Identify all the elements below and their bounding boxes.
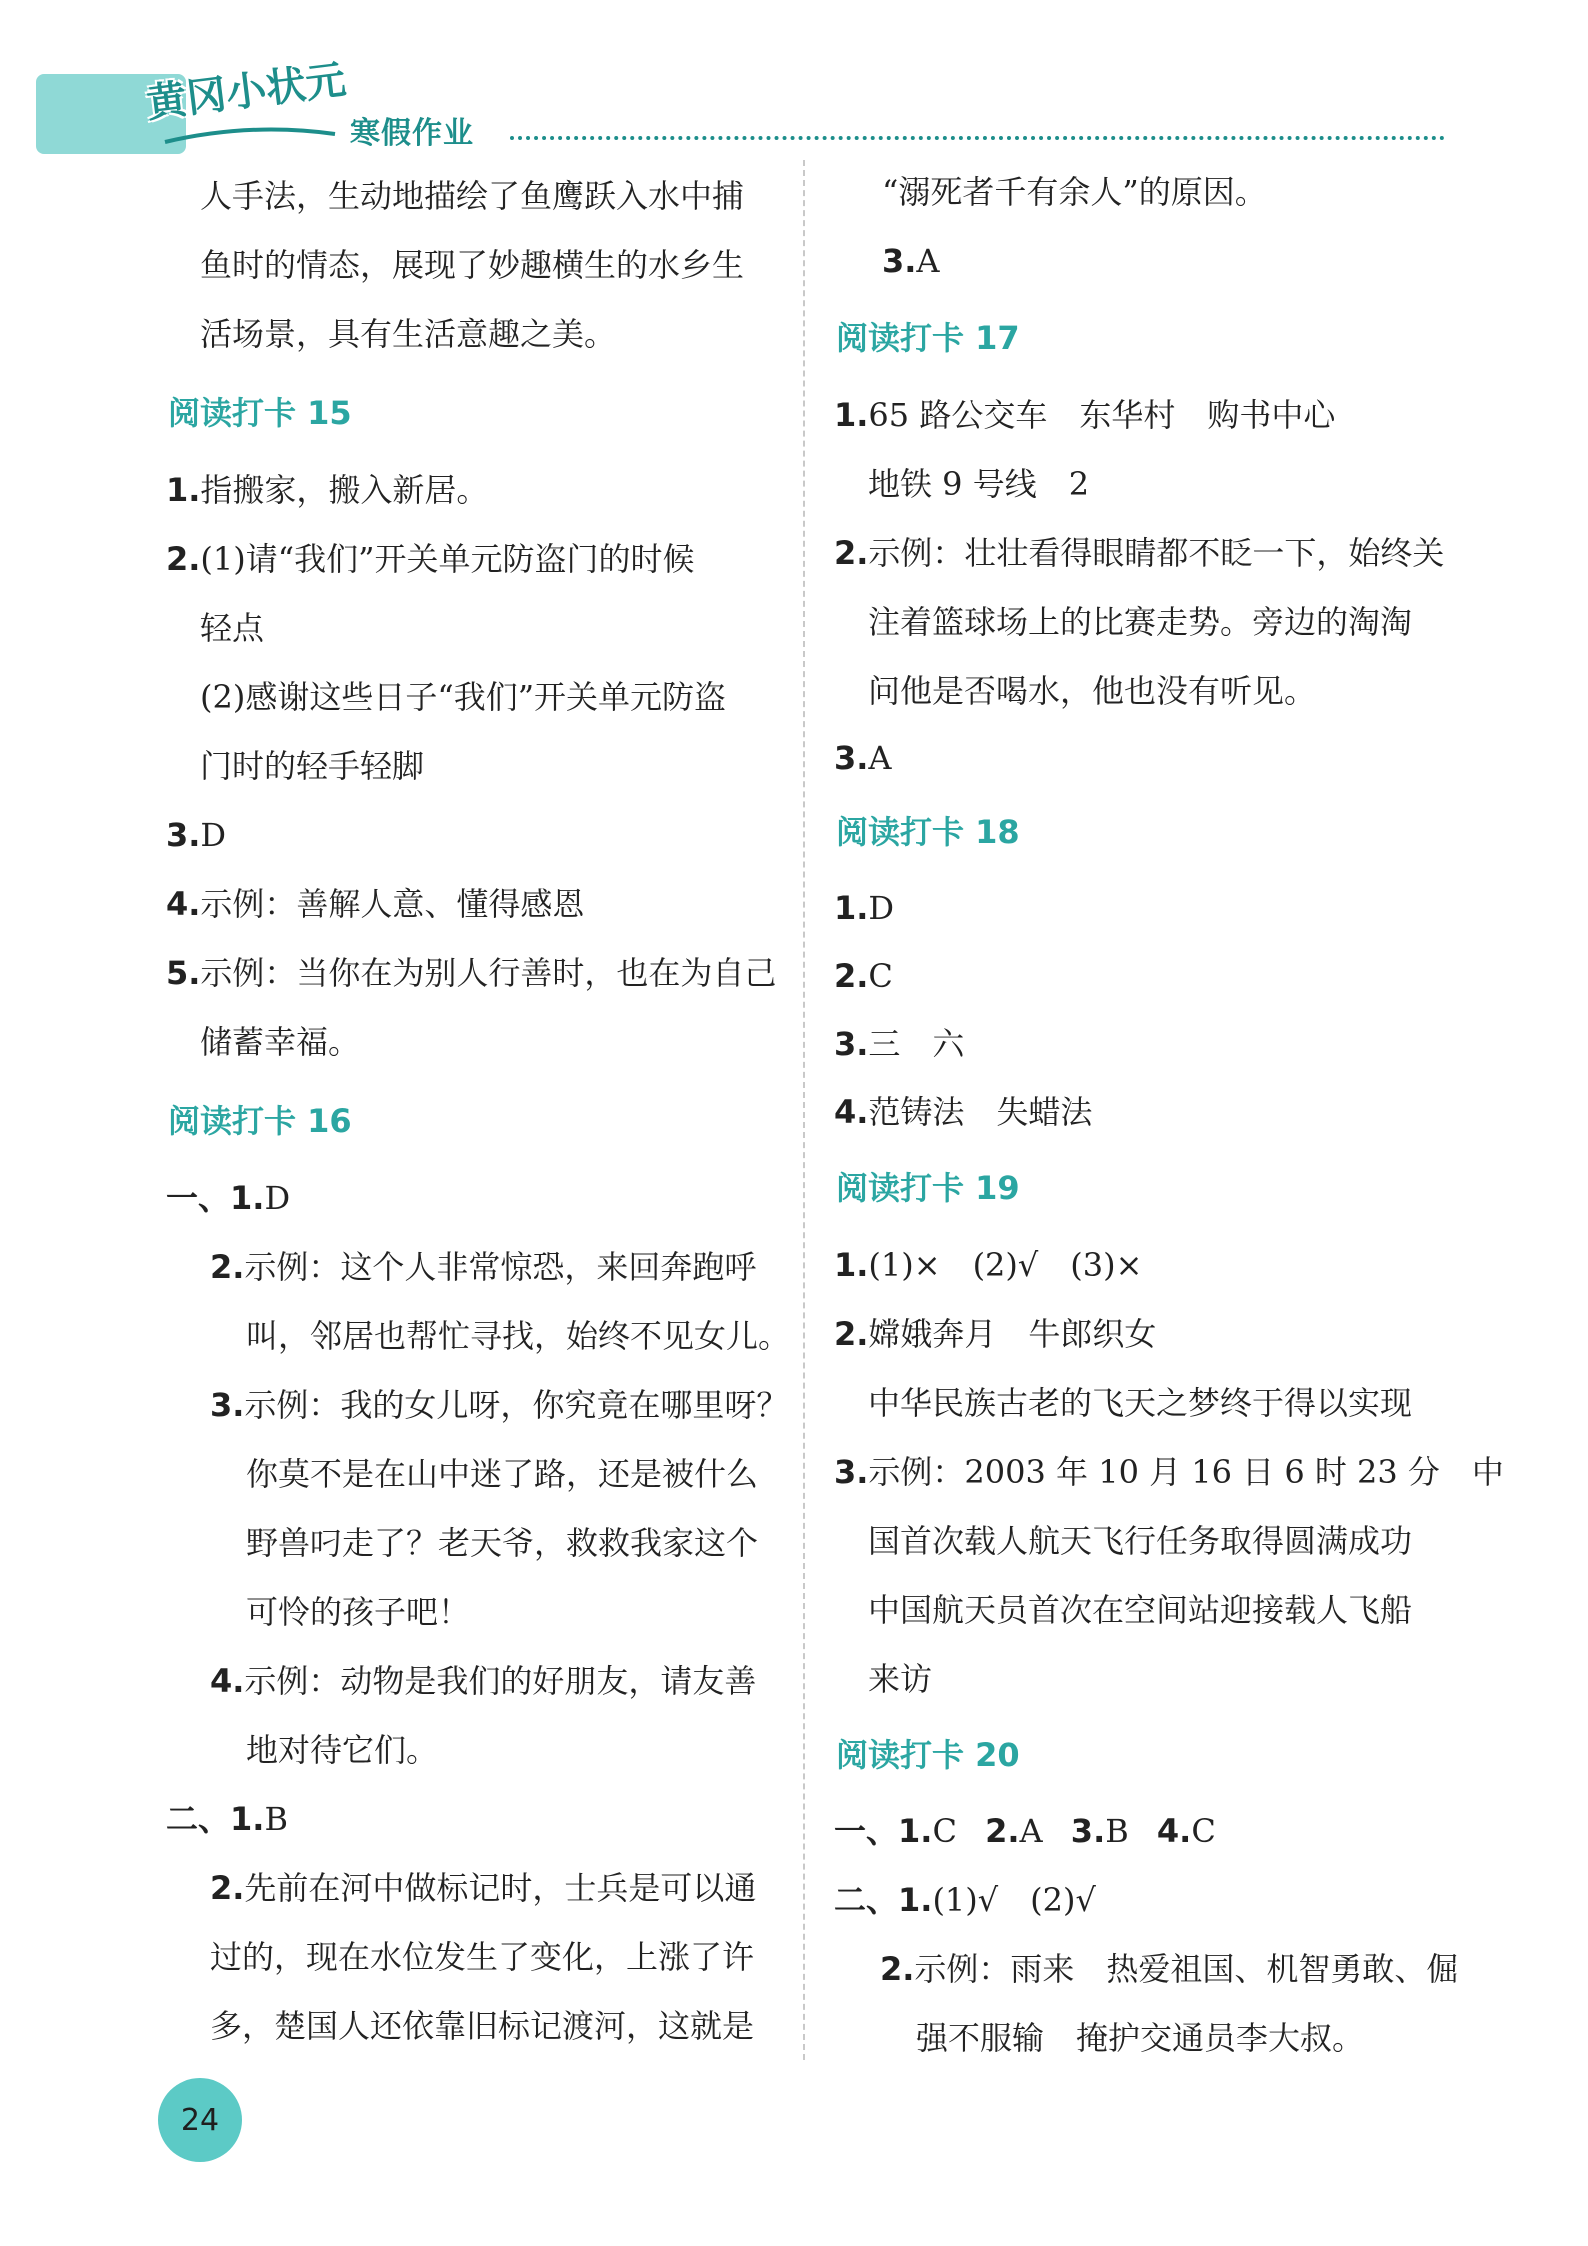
item-text: 叫，邻居也帮忙寻找，始终不见女儿。 [246, 1317, 791, 1355]
item-text: 地对待它们。 [246, 1731, 439, 1769]
item-text: 来访 [868, 1660, 933, 1698]
item-text: 储蓄幸福。 [200, 1023, 361, 1061]
item-number: 3. [834, 1453, 869, 1491]
item-text: 强不服输 掩护交通员李大叔。 [916, 2019, 1365, 2057]
item-number: 2. [166, 540, 201, 578]
item-number: 3. [882, 242, 917, 280]
answer-item [834, 533, 1444, 573]
item-text: C [868, 957, 893, 995]
item-text: 中华民族古老的飞天之梦终于得以实现 [868, 1384, 1413, 1422]
answer-item [166, 884, 584, 924]
item-text: B [1105, 1812, 1129, 1850]
item-number: 1. [898, 1881, 933, 1919]
answer-item [210, 1385, 788, 1425]
item-number: 4. [834, 1093, 869, 1131]
item-number: 1. [834, 889, 869, 927]
item-number: 2. [834, 534, 869, 572]
item-text: 注着篮球场上的比赛走势。旁边的淘淘 [868, 603, 1413, 641]
item-text: 过的，现在水位发生了变化，上涨了许 [210, 1938, 755, 1976]
item-text: A [868, 739, 892, 777]
answer-item [834, 888, 894, 928]
item-text: 三 六 [868, 1025, 965, 1063]
answer-item [834, 395, 1335, 435]
item-number: 3. [834, 1025, 869, 1063]
item-number: 3. [166, 816, 201, 854]
section-title-16: 阅读打卡 16 [168, 1102, 352, 1140]
answer-item [166, 815, 226, 855]
section-title-19: 阅读打卡 19 [836, 1169, 1020, 1207]
item-text: 中国航天员首次在空间站迎接载人飞船 [868, 1591, 1413, 1629]
item-text: C [1191, 1812, 1216, 1850]
answer-item [166, 1799, 288, 1839]
intro-line: 人手法，生动地描绘了鱼鹰跃入水中捕 [200, 177, 745, 215]
item-number: 3. [1070, 1812, 1106, 1850]
item-text: 示例：雨来 热爱祖国、机智勇敢、倔 [914, 1950, 1459, 1988]
item-text: (1)√ (2)√ [932, 1881, 1096, 1919]
item-text: 门时的轻手轻脚 [200, 747, 425, 785]
item-text: 先前在河中做标记时，士兵是可以通 [244, 1869, 757, 1907]
item-text: 示例：当你在为别人行善时，也在为自己 [200, 954, 777, 992]
item-text: 范铸法 失蜡法 [868, 1093, 1093, 1131]
item-number: 2. [880, 1950, 915, 1988]
item-number: 1. [834, 1246, 869, 1284]
item-number: 3. [210, 1386, 245, 1424]
item-text: A [916, 242, 940, 280]
answer-item [834, 1245, 1142, 1285]
item-text: B [264, 1800, 288, 1838]
item-text: 可怜的孩子吧！ [246, 1593, 471, 1631]
section-title-18: 阅读打卡 18 [836, 813, 1020, 851]
section-title-15: 阅读打卡 15 [168, 394, 352, 432]
item-text: 野兽叼走了？老天爷，救救我家这个 [246, 1524, 759, 1562]
intro-line: 鱼时的情态，展现了妙趣横生的水乡生 [200, 246, 745, 284]
answer-item [834, 1811, 1216, 1851]
item-number: 4. [166, 885, 201, 923]
item-text: 指搬家，搬入新居。 [200, 471, 489, 509]
part-label: 一、 [166, 1179, 231, 1217]
item-text: 嫦娥奔月 牛郎织女 [868, 1315, 1157, 1353]
item-text: 示例：善解人意、懂得感恩 [200, 885, 585, 923]
answer-item [210, 1247, 756, 1287]
item-text: 示例：动物是我们的好朋友，请友善 [244, 1662, 757, 1700]
item-text: 示例：我的女儿呀，你究竟在哪里呀？ [244, 1386, 789, 1424]
item-number: 1. [230, 1800, 265, 1838]
part-label: 一、 [834, 1812, 899, 1850]
item-number: 2. [210, 1869, 245, 1907]
item-text: 问他是否喝水，他也没有听见。 [868, 672, 1317, 710]
item-text: (1)× (2)√ (3)× [868, 1246, 1143, 1284]
item-number: 3. [834, 739, 869, 777]
item-text: “溺死者千有余人”的原因。 [882, 173, 1267, 211]
item-text: (1)请“我们”开关单元防盗门的时候 [200, 540, 695, 578]
item-text: C [932, 1812, 957, 1850]
answer-item [834, 1024, 964, 1064]
section-title-20: 阅读打卡 20 [836, 1736, 1020, 1774]
answer-item [166, 1178, 290, 1218]
answer-item [834, 738, 892, 778]
item-number: 4. [1156, 1812, 1192, 1850]
answer-item [834, 1880, 1096, 1920]
part-label: 二、 [166, 1800, 231, 1838]
item-text: D [868, 889, 895, 927]
brand-logo: 黄冈小状元 [144, 56, 349, 128]
item-text: (2)感谢这些日子“我们”开关单元防盗 [200, 678, 727, 716]
answer-item [882, 241, 940, 281]
item-text: 示例：2003 年 10 月 16 日 6 时 23 分 中 [868, 1453, 1504, 1491]
intro-line: 活场景，具有生活意趣之美。 [200, 315, 617, 353]
answer-item [210, 1868, 756, 1908]
item-number: 2. [985, 1812, 1020, 1850]
item-text: A [1019, 1812, 1043, 1850]
answer-item [834, 1092, 1092, 1132]
answer-item [166, 470, 488, 510]
item-number: 1. [898, 1812, 933, 1850]
item-text: 你莫不是在山中迷了路，还是被什么 [246, 1455, 759, 1493]
answer-item [834, 1452, 1504, 1492]
answer-item [210, 1661, 756, 1701]
item-text: 国首次载人航天飞行任务取得圆满成功 [868, 1522, 1413, 1560]
item-text: D [200, 816, 227, 854]
answer-item [166, 539, 694, 579]
item-number: 2. [834, 1315, 869, 1353]
item-number: 4. [210, 1662, 245, 1700]
answer-item [834, 956, 893, 996]
answer-item [880, 1949, 1458, 1989]
part-label: 二、 [834, 1881, 899, 1919]
item-number: 5. [166, 954, 201, 992]
item-number: 1. [230, 1179, 265, 1217]
item-text: 多，楚国人还依靠旧标记渡河，这就是 [210, 2007, 755, 2045]
item-number: 2. [210, 1248, 245, 1286]
section-title-17: 阅读打卡 17 [836, 319, 1020, 357]
item-number: 2. [834, 957, 869, 995]
item-number: 1. [834, 396, 869, 434]
item-text: 轻点 [200, 609, 265, 647]
series-title: 寒假作业 [350, 116, 474, 151]
logo-swoosh-icon [160, 120, 340, 150]
item-number: 1. [166, 471, 201, 509]
answer-item [834, 1314, 1156, 1354]
header-dotted-rule [510, 136, 1445, 140]
item-text: 示例：这个人非常惊恐，来回奔跑呼 [244, 1248, 757, 1286]
column-divider [803, 160, 805, 2060]
item-text: 65 路公交车 东华村 购书中心 [868, 396, 1336, 434]
answer-item [166, 953, 776, 993]
page-number-badge: 24 [158, 2078, 242, 2162]
item-text: 示例：壮壮看得眼睛都不眨一下，始终关 [868, 534, 1445, 572]
item-text: 地铁 9 号线 2 [868, 465, 1090, 503]
item-text: D [264, 1179, 291, 1217]
